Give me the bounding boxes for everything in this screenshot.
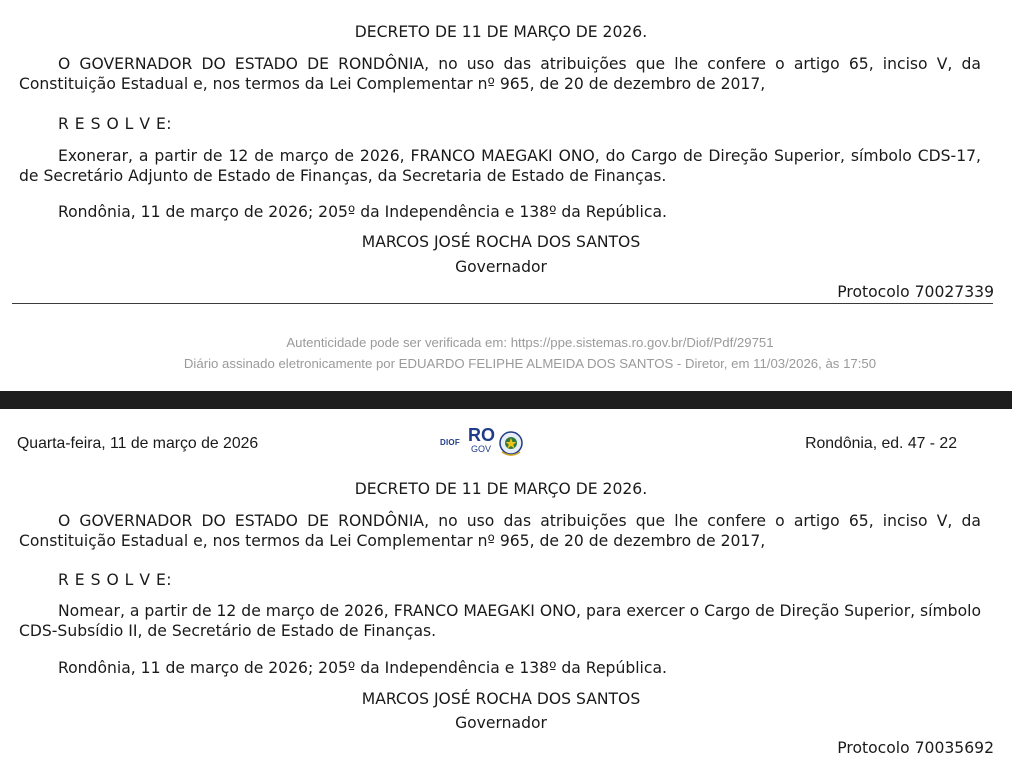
- decree-1-date-line: Rondônia, 11 de março de 2026; 205º da Independência e 138º da República.: [58, 203, 667, 221]
- signature-note: Diário assinado eletronicamente por EDUARDO FELIPHE ALMEIDA DOS SANTOS - Diretor, em 11/03/2026, às 17:50: [183, 356, 877, 371]
- authenticity-note: Autenticidade pode ser verificada em: https://ppe.sistemas.ro.gov.br/Diof/Pdf/29751: [286, 335, 774, 350]
- decree-1-resolve: R E S O L V E:: [58, 115, 173, 133]
- page-break-band: [0, 391, 1012, 409]
- decree-1-preamble: O GOVERNADOR DO ESTADO DE RONDÔNIA, no uso das atribuições que lhe confere o artigo 65, inciso V, da Constituição Estadual e, nos termos da Lei Complementar nº 965, de 20 de dezembro de 2017,: [19, 55, 981, 93]
- decree-2-body: Nomear, a partir de 12 de março de 2026, FRANCO MAEGAKI ONO, para exercer o Cargo de Direção Superior, símbolo CDS-Subsídio II, de Secretário de Estado de Finanças.: [19, 602, 981, 640]
- decree-1-title: DECRETO DE 11 DE MARÇO DE 2026.: [354, 23, 648, 41]
- decree-2-preamble: O GOVERNADOR DO ESTADO DE RONDÔNIA, no uso das atribuições que lhe confere o artigo 65, inciso V, da Constituição Estadual e, nos termos da Lei Complementar nº 965, de 20 de dezembro de 2017,: [19, 512, 981, 550]
- decree-2-signer-role: Governador: [455, 714, 547, 732]
- header-date: Quarta-feira, 11 de março de 2026: [17, 435, 259, 452]
- state-crest-icon: [498, 430, 524, 458]
- header-edition: Rondônia, ed. 47 - 22: [805, 435, 957, 452]
- diof-ro-logo: [438, 424, 538, 464]
- decree-2-signer: MARCOS JOSÉ ROCHA DOS SANTOS: [361, 690, 641, 708]
- decree-2-resolve: R E S O L V E:: [58, 571, 173, 589]
- decree-2-title: DECRETO DE 11 DE MARÇO DE 2026.: [354, 480, 648, 498]
- logo-diof-text: DIOF: [440, 438, 460, 447]
- decree-1-body: Exonerar, a partir de 12 de março de 2026, FRANCO MAEGAKI ONO, do Cargo de Direção Superior, símbolo CDS-17, de Secretário Adjunto de Estado de Finanças, da Secretaria de Estado de Finanças.: [19, 147, 981, 185]
- decree-1-signer-role: Governador: [455, 258, 547, 276]
- decree-2-protocol: Protocolo 70035692: [837, 739, 994, 757]
- logo-gov-text: GOV: [471, 444, 492, 454]
- logo-ro-text: RO: [468, 425, 495, 445]
- decree-1-protocol: Protocolo 70027339: [837, 283, 994, 301]
- decree-1-signer: MARCOS JOSÉ ROCHA DOS SANTOS: [361, 233, 641, 251]
- decree-2-date-line: Rondônia, 11 de março de 2026; 205º da Independência e 138º da República.: [58, 659, 667, 677]
- section-divider: [12, 303, 993, 304]
